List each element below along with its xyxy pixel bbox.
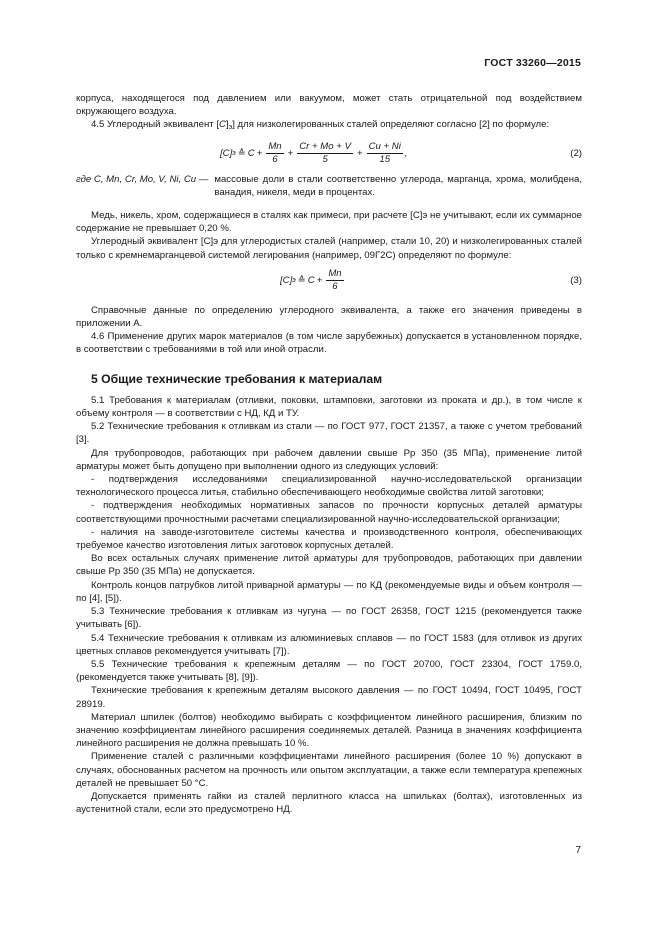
paragraph-4-5-symbol: C bbox=[219, 119, 226, 131]
formula-2-lhs: [C] bbox=[220, 148, 233, 159]
formula-3-lhs-sub: э bbox=[292, 277, 296, 285]
formula-2-f1-num: Mn bbox=[268, 141, 282, 153]
list-item-condition-2: - подтверждения необходимых нормативных запасов по прочности корпусных деталей арматуры соответствующими прочностными расчетами специализированной научно-исследовательской организации; bbox=[76, 500, 582, 525]
formula-3-c: C bbox=[307, 275, 315, 287]
paragraph-expansion-coefficients: Применение сталей с различными коэффициентами линейного расширения (более 10 %) допускают в случаях, обоснованных расчетом на прочность или опытом эксплуатации, а также если температура крепежных деталей не превышает 50 °С. bbox=[76, 751, 582, 789]
paragraph-4-5-start: 4.5 Углеродный эквивалент [ bbox=[91, 119, 219, 131]
formula-2-c: C bbox=[247, 148, 255, 159]
formula-3-number: (3) bbox=[570, 274, 582, 286]
paragraph-5-2: 5.2 Технические требования к отливкам из стали — по ГОСТ 977, ГОСТ 21357, а также с учетом требований [3]. bbox=[76, 421, 582, 446]
list-item-condition-1: - подтверждения исследованиями специализированной научно-исследовательской организации технологического процесса литья, стабильно обеспечивающего необходимые свойства литой заготовки; bbox=[76, 474, 582, 499]
formula-2-tail: , bbox=[404, 148, 408, 159]
definitions-desc: массовые доли в стали соответственно углерода, марганца, хрома, молибдена, ванадия, никеля, меди в процентах. bbox=[214, 173, 582, 198]
variable-definitions bbox=[76, 173, 582, 199]
formula-2-f2-num: Cr + Mo + V bbox=[299, 141, 351, 153]
formula-2-lhs-sub: э bbox=[232, 150, 236, 157]
section-5-heading: 5 Общие технические требования к материалам bbox=[91, 371, 383, 386]
formula-2-number: (2) bbox=[570, 147, 582, 159]
paragraph-nuts: Допускается применять гайки из сталей перлитного класса на шпильках (болтах), изготовленных из аустенитной стали, если это предусмотрено НД. bbox=[76, 790, 582, 816]
formula-2-f3-den: 15 bbox=[379, 154, 391, 166]
paragraph-4-5-end: ] для низколегированных сталей определяют согласно [2] по формуле: bbox=[232, 119, 550, 131]
formula-2-eq: ≙ bbox=[237, 148, 246, 159]
paragraph-5-3: 5.3 Технические требования к отливкам из чугуна — по ГОСТ 26358, ГОСТ 1215 (рекомендуется также учитывать [6]). bbox=[76, 606, 582, 631]
formula-2-fraction-3 bbox=[367, 141, 403, 166]
page-content bbox=[76, 92, 582, 816]
paragraph-reference: Справочные данные по определению углеродного эквивалента, а также его значения приведены в приложении А. bbox=[76, 304, 582, 330]
formula-3-plus: + bbox=[316, 275, 323, 287]
formula-2-fraction-2 bbox=[297, 141, 353, 166]
doc-code: ГОСТ 33260—2015 bbox=[484, 57, 581, 69]
paragraph-5-1: 5.1 Требования к материалам (отливки, поковки, штамповки, заготовки из проката и др.), в том числе к объему контроля — в соответствии с НД, КД и ТУ. bbox=[76, 394, 582, 420]
paragraph-4-6: 4.6 Применение других марок материалов (в том числе зарубежных) допускается в установленном порядке, в соответствии с требованиями в той или иной отрасли. bbox=[76, 331, 582, 356]
formula-2-plus-1: + bbox=[256, 148, 263, 159]
paragraph-nozzle-control: Контроль концов патрубков литой приварной арматуры — по КД (рекомендуемые виды и объем контроля — по [4], [5]). bbox=[76, 579, 582, 604]
definitions-term: где C, Mn, Cr, Mo, V, Ni, Cu — bbox=[76, 173, 209, 185]
paragraph-carbon-steels: Углеродный эквивалент [C]э для углеродистых сталей (например, стали 10, 20) и низколегированных сталей только с кремнемарганцевой системой легирования (например, 09Г2С) определяют по формуле: bbox=[76, 236, 582, 261]
formula-2-f1-den: 6 bbox=[272, 154, 278, 166]
formula-2 bbox=[76, 137, 582, 171]
formula-2-f3-num: Cu + Ni bbox=[368, 141, 401, 153]
formula-3-lhs: [C] bbox=[280, 275, 293, 287]
paragraph-stud-material: Материал шпилек (болтов) необходимо выбирать с коэффициентом линейного расширения, близким по значению коэффициентам линейного расширения соединяемых деталей. Разница в значениях коэффициента линейного расширения не должна превышать 10 %. bbox=[76, 711, 582, 750]
formula-2-plus-2: + bbox=[287, 148, 294, 159]
formula-3-eq: ≙ bbox=[297, 275, 306, 287]
paragraph-5-4: 5.4 Технические требования к отливкам из алюминиевых сплавов — по ГОСТ 1583 (для отливок из других цветных сплавов рекомендуется учитывать [7]). bbox=[76, 632, 582, 657]
paragraph-4-5: 4.5 Углеродный эквивалент $[C]_э$] для низколегированных сталей определяют согласно [2] по формуле: bbox=[91, 119, 550, 132]
paragraph-continuation: корпуса, находящегося под давлением или вакуумом, может стать отрицательной под воздействием окружающего воздуха. bbox=[76, 93, 582, 118]
formula-3 bbox=[76, 264, 582, 298]
formula-3-fraction bbox=[326, 268, 343, 293]
paragraph-other-cases: Во всех остальных случаях применение литой арматуры для трубопроводов, работающих при давлении свыше Pр 350 (35 МПа) не допускается. bbox=[76, 553, 582, 578]
page-number: 7 bbox=[575, 845, 581, 856]
formula-3-f1-den: 6 bbox=[332, 281, 338, 293]
formula-2-f2-den: 5 bbox=[322, 154, 328, 166]
paragraph-4-5-symbol-sub: э bbox=[228, 124, 233, 132]
paragraph-impurities: Медь, никель, хром, содержащиеся в сталях как примеси, при расчете [C]э не учитывают, если их суммарное содержание не превышает 0,20 %. bbox=[76, 210, 582, 235]
paragraph-5-5: 5.5 Технические требования к крепежным деталям — по ГОСТ 20700, ГОСТ 23304, ГОСТ 1759.0, (рекомендуется также учитывать [8], [9]). bbox=[76, 658, 582, 684]
formula-2-fraction-1 bbox=[266, 141, 283, 166]
list-item-condition-3: - наличия на заводе-изготовителе системы качества и производственного контроля, обеспечивающих требуемое качество изготовления литых заготовок корпусных деталей. bbox=[76, 526, 582, 552]
formula-2-plus-3: + bbox=[356, 148, 363, 159]
paragraph-high-pressure-fasteners: Технические требования к крепежным деталям высокого давления — по ГОСТ 10494, ГОСТ 10495, ГОСТ 28919. bbox=[76, 685, 582, 710]
paragraph-5-2-pressure: Для трубопроводов, работающих при рабочем давлении свыше Pр 350 (35 МПа), применение литой арматуры может быть допущено при выполнении одного из следующих условий: bbox=[76, 447, 582, 472]
formula-3-f1-num: Mn bbox=[328, 268, 342, 280]
